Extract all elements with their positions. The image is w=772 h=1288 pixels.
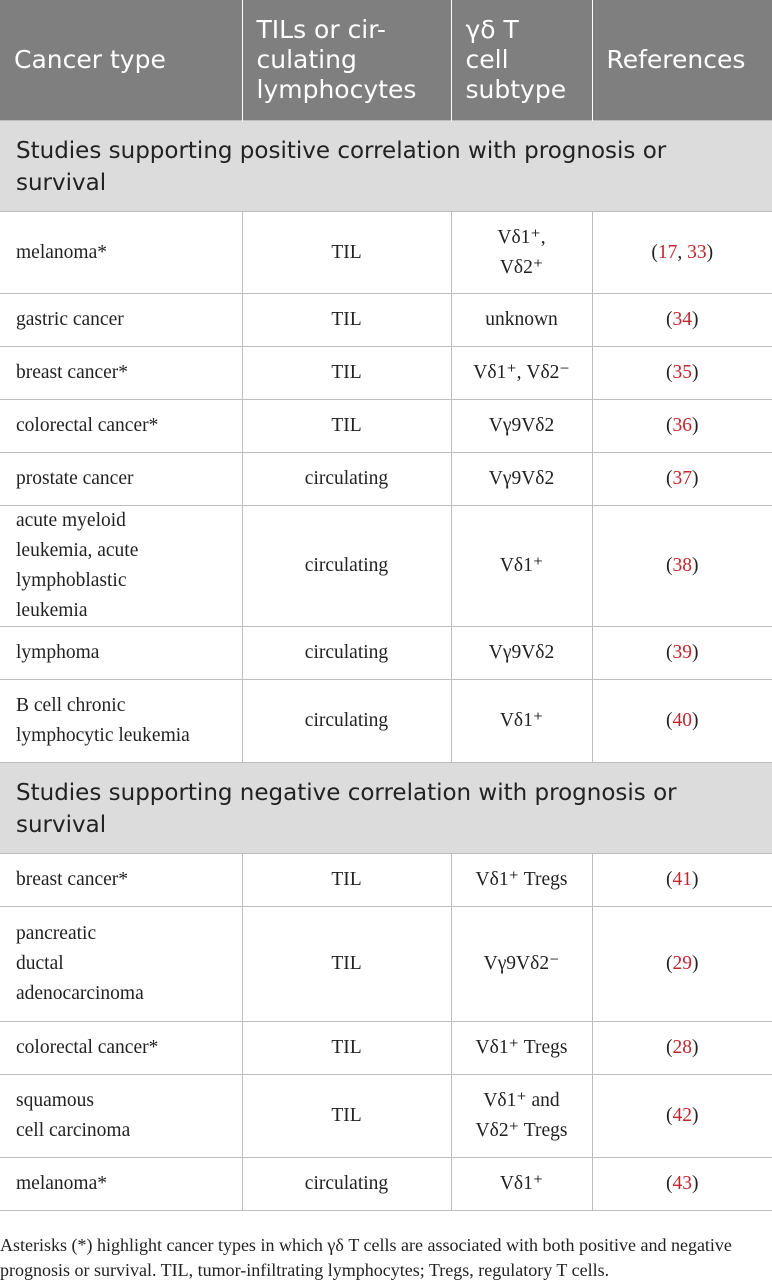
table-row	[0, 1075, 772, 1158]
references-cell: (41)	[592, 854, 772, 907]
reference-link[interactable]: 43	[672, 1173, 692, 1194]
lymphocyte-source-cell: TIL	[242, 400, 451, 453]
reference-link[interactable]: 39	[672, 642, 692, 663]
references-cell: (38)	[592, 506, 772, 627]
subtype-cell: Vδ1⁺, Vδ2⁺	[451, 212, 592, 294]
references-cell: (42)	[592, 1075, 772, 1158]
cancer-type-cell: squamous cell carcinoma	[0, 1075, 242, 1158]
subtype-cell: Vγ9Vδ2⁻	[451, 907, 592, 1022]
references-cell: (36)	[592, 400, 772, 453]
cancer-type-cell: gastric cancer	[0, 294, 242, 347]
references-cell: (17, 33)	[592, 212, 772, 294]
section-negative-heading: Studies supporting negative correlation with prognosis or survival	[0, 763, 772, 854]
cancer-type-cell: colorectal cancer*	[0, 400, 242, 453]
subtype-cell: Vγ9Vδ2	[451, 453, 592, 506]
subtype-cell: Vδ1⁺	[451, 1158, 592, 1211]
subtype-cell: Vδ1⁺ and Vδ2⁺ Tregs	[451, 1075, 592, 1158]
lymphocyte-source-cell: circulating	[242, 680, 451, 763]
cancer-type-cell: melanoma*	[0, 1158, 242, 1211]
cancer-type-cell: melanoma*	[0, 212, 242, 294]
header-references: References	[592, 0, 772, 121]
lymphocyte-source-cell: circulating	[242, 627, 451, 680]
reference-link[interactable]: 37	[672, 468, 692, 489]
table-row	[0, 1022, 772, 1075]
table-row	[0, 680, 772, 763]
references-cell: (35)	[592, 347, 772, 400]
subtype-cell: Vδ1⁺	[451, 506, 592, 627]
lymphocyte-source-cell: TIL	[242, 854, 451, 907]
lymphocyte-source-cell: TIL	[242, 1022, 451, 1075]
cancer-type-cell: pancreatic ductal adenocarcinoma	[0, 907, 242, 1022]
cancer-type-cell: breast cancer*	[0, 854, 242, 907]
table-row	[0, 1158, 772, 1211]
references-cell: (29)	[592, 907, 772, 1022]
reference-link[interactable]: 41	[672, 869, 692, 890]
references-cell: (34)	[592, 294, 772, 347]
table-row	[0, 627, 772, 680]
subtype-cell: unknown	[451, 294, 592, 347]
table-row	[0, 453, 772, 506]
reference-link[interactable]: 17	[657, 241, 678, 263]
section-negative-row	[0, 763, 772, 854]
reference-link[interactable]: 29	[672, 953, 692, 974]
references-cell: (40)	[592, 680, 772, 763]
lymphocyte-source-cell: TIL	[242, 907, 451, 1022]
table-caption: Asterisks (*) highlight cancer types in which γδ T cells are associated with both positive and negative prognosis or survival. TIL, tumor-infiltrating lymphocytes; Tregs, regulatory T cells.	[0, 1235, 732, 1280]
reference-link[interactable]: 33	[687, 241, 707, 263]
subtype-cell: Vγ9Vδ2	[451, 627, 592, 680]
table-row	[0, 294, 772, 347]
reference-link[interactable]: 34	[672, 309, 692, 330]
section-positive-row	[0, 121, 772, 212]
table-row	[0, 400, 772, 453]
table-row	[0, 347, 772, 400]
reference-link[interactable]: 28	[672, 1037, 692, 1058]
lymphocyte-source-cell: TIL	[242, 347, 451, 400]
table-row	[0, 907, 772, 1022]
subtype-cell: Vδ1⁺, Vδ2⁻	[451, 347, 592, 400]
references-cell: (39)	[592, 627, 772, 680]
lymphocyte-source-cell: TIL	[242, 294, 451, 347]
references-cell: (37)	[592, 453, 772, 506]
cancer-type-cell: colorectal cancer*	[0, 1022, 242, 1075]
references-cell: (43)	[592, 1158, 772, 1211]
cancer-type-cell: lymphoma	[0, 627, 242, 680]
header-subtype: γδ T cell subtype	[451, 0, 592, 121]
reference-link[interactable]: 35	[672, 362, 692, 383]
subtype-cell: Vδ1⁺ Tregs	[451, 854, 592, 907]
reference-link[interactable]: 36	[672, 415, 692, 436]
header-lymphocytes: TILs or cir- culating lymphocytes	[242, 0, 451, 121]
section-positive-heading: Studies supporting positive correlation with prognosis or survival	[0, 121, 772, 212]
subtype-cell: Vδ1⁺	[451, 680, 592, 763]
header-cancer-type: Cancer type	[0, 0, 242, 121]
reference-link[interactable]: 42	[672, 1105, 692, 1126]
negative-rows	[0, 854, 772, 1211]
reference-link[interactable]: 38	[672, 555, 692, 576]
positive-rows	[0, 212, 772, 763]
cancer-type-cell: B cell chronic lymphocytic leukemia	[0, 680, 242, 763]
lymphocyte-source-cell: TIL	[242, 212, 451, 294]
table-row	[0, 506, 772, 627]
header-row	[0, 0, 772, 121]
subtype-cell: Vδ1⁺ Tregs	[451, 1022, 592, 1075]
cancer-type-cell: breast cancer*	[0, 347, 242, 400]
lymphocyte-source-cell: circulating	[242, 506, 451, 627]
reference-link[interactable]: 40	[672, 710, 692, 731]
lymphocyte-source-cell: TIL	[242, 1075, 451, 1158]
cancer-type-cell: acute myeloid leukemia, acute lymphoblastic leukemia	[0, 506, 242, 627]
subtype-cell: Vγ9Vδ2	[451, 400, 592, 453]
table-row	[0, 854, 772, 907]
table-row	[0, 212, 772, 294]
lymphocyte-source-cell: circulating	[242, 1158, 451, 1211]
cancer-type-cell: prostate cancer	[0, 453, 242, 506]
lymphocyte-source-cell: circulating	[242, 453, 451, 506]
references-cell: (28)	[592, 1022, 772, 1075]
